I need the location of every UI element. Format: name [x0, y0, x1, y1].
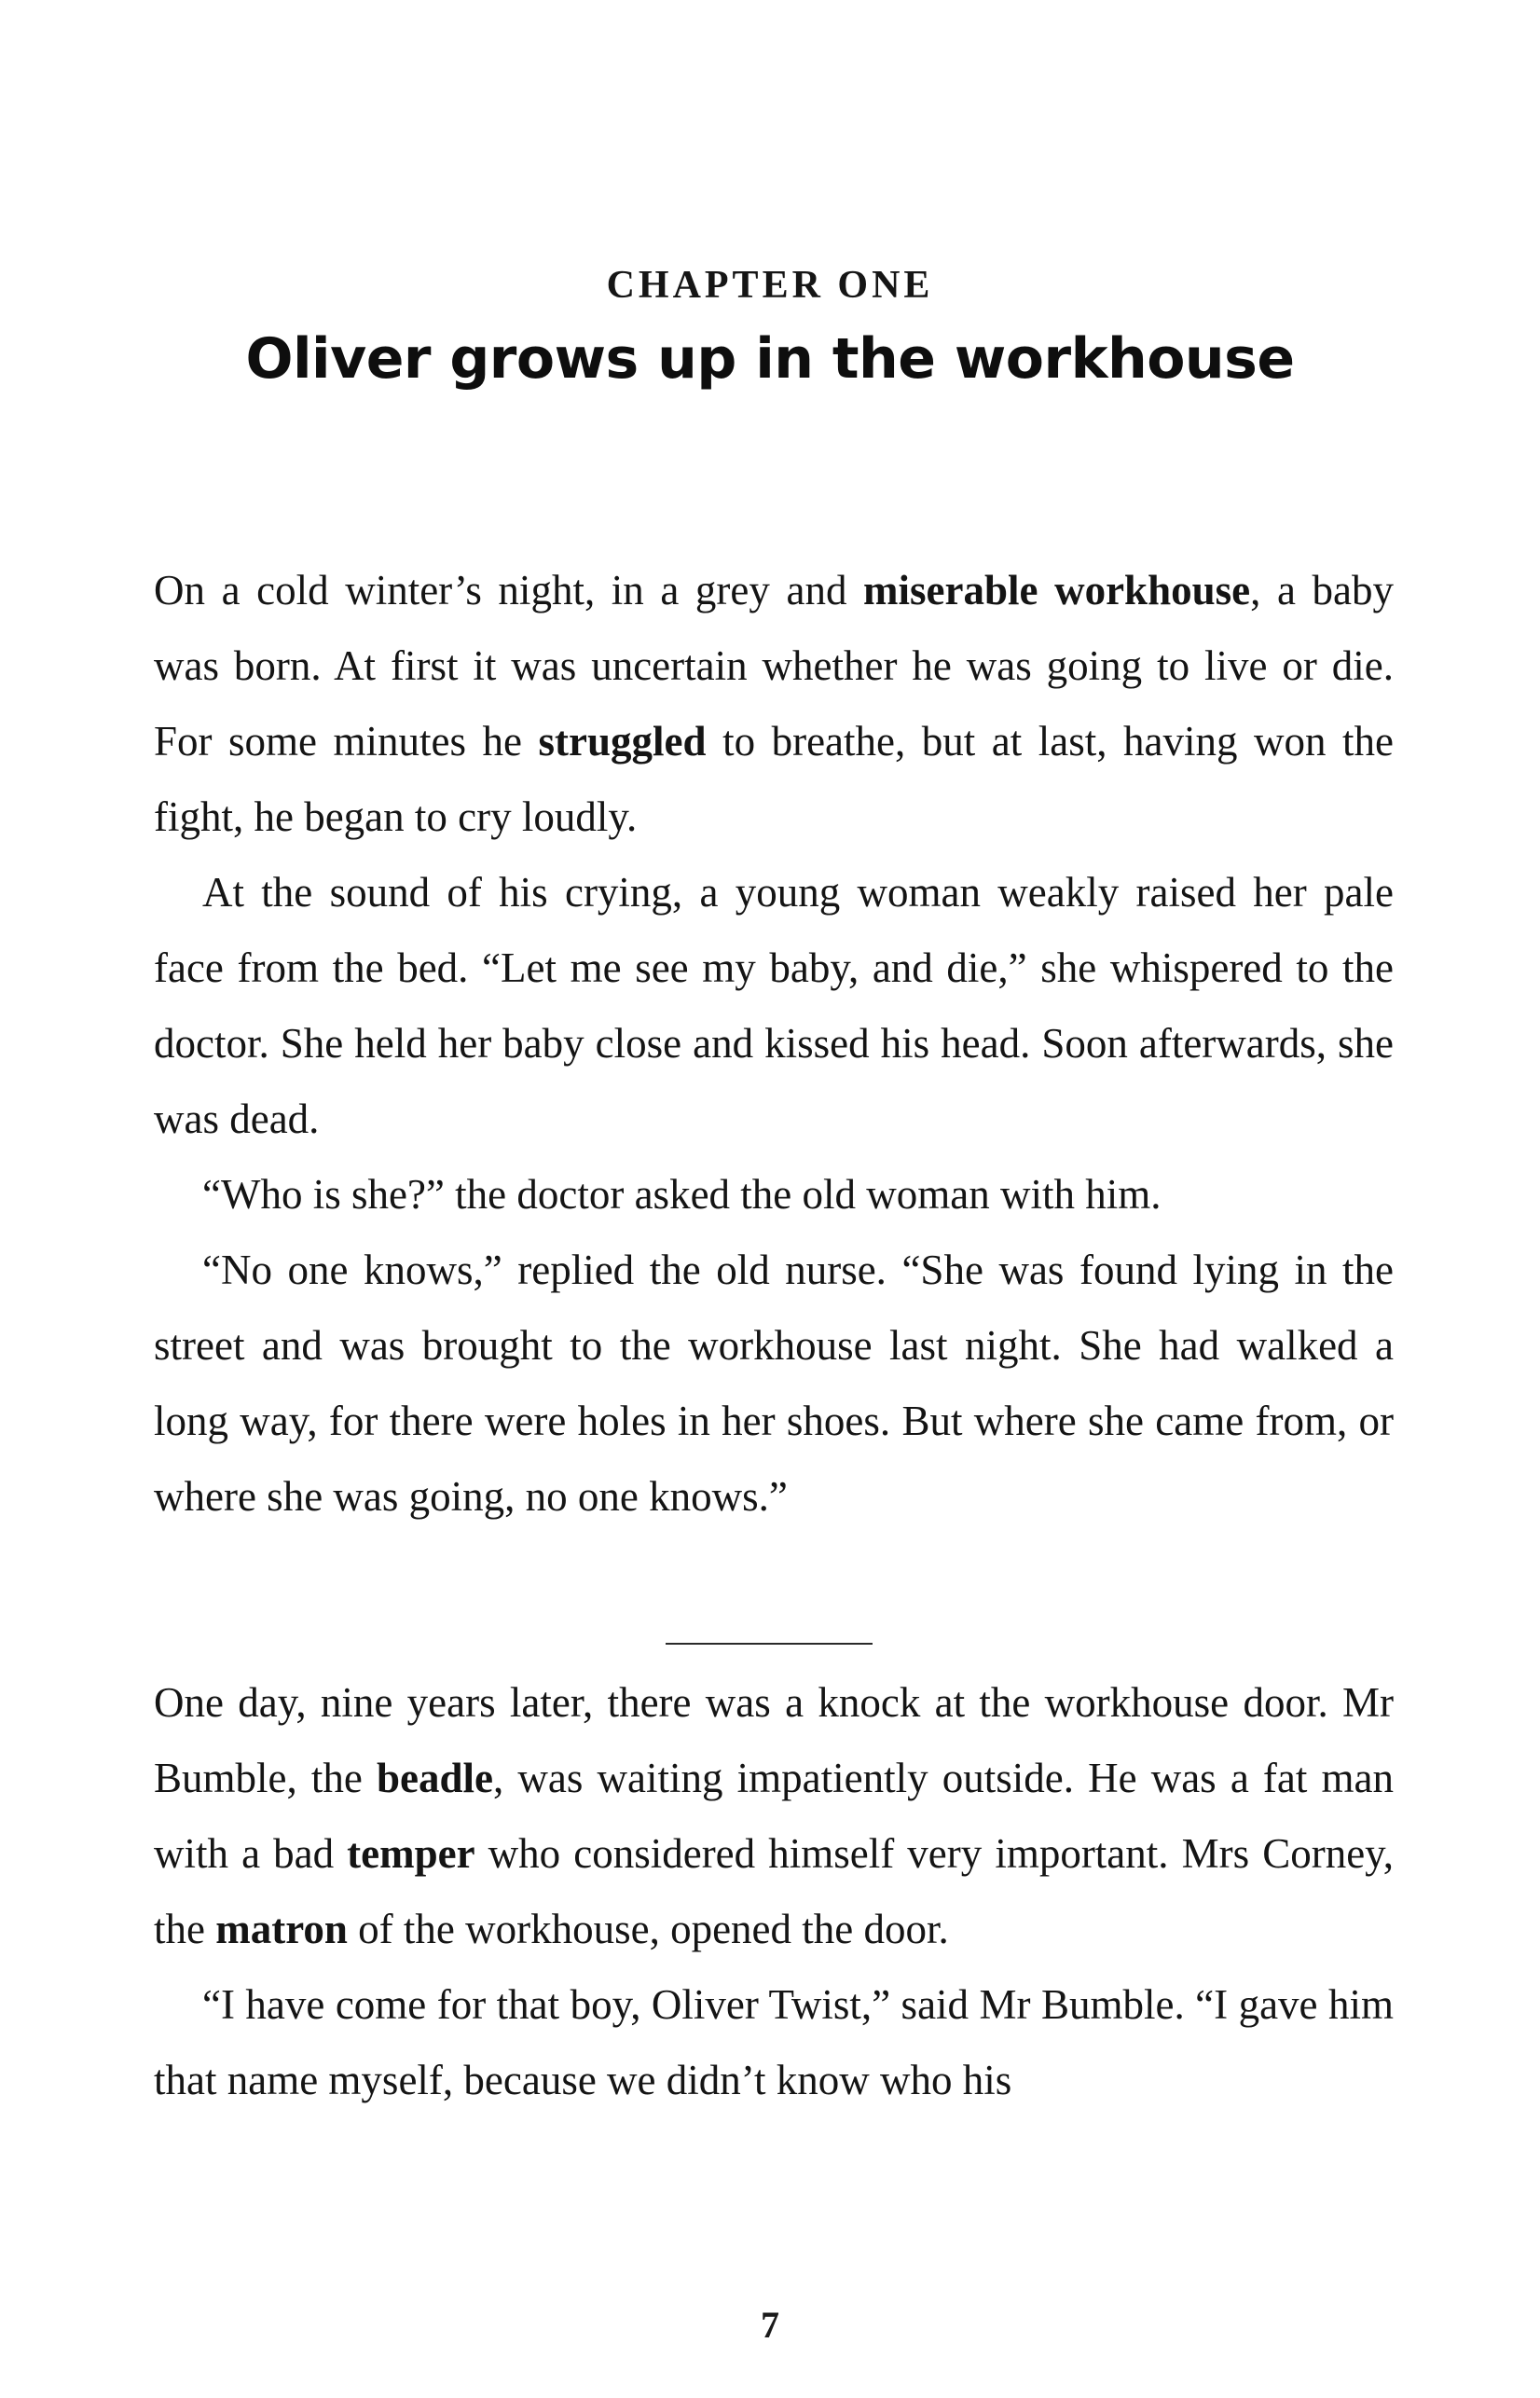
text-run: , was waiting impatiently outside. He was a fat man with a bad: [154, 1755, 1395, 1877]
paragraph: At the sound of his crying, a young woman weakly raised her pale face from the bed. “Let me see my baby, and die,” she whispered to the doctor. She held her baby close and kissed his head. Soon afterwards, she was dead.: [154, 869, 1394, 1142]
vocab-term: struggled: [538, 718, 707, 765]
text-run: On a cold winter’s night, in a grey and: [154, 567, 864, 613]
chapter-title: Oliver grows up in the workhouse: [245, 326, 1295, 392]
section-2: [154, 1665, 1394, 2118]
paragraph: [154, 553, 1394, 855]
paragraph: “I have come for that boy, Oliver Twist,” said Mr Bumble. “I gave him that name myself, because we didn’t know who his: [154, 1981, 1394, 2103]
vocab-term: miserable workhouse: [863, 567, 1251, 613]
vocab-term: beadle: [377, 1755, 494, 1801]
section-divider: [666, 1643, 873, 1645]
page-number: 7: [761, 2304, 779, 2346]
section-1: [154, 553, 1394, 1535]
text-run: to breathe, but at last, having won the fight, he began to cry loudly.: [154, 718, 1395, 840]
paragraph: [154, 1665, 1394, 1967]
text-run: who considered himself very important. Mrs Corney, the: [154, 1830, 1394, 1952]
paragraph: “Who is she?” the doctor asked the old woman with him.: [202, 1171, 1162, 1218]
paragraph: “No one knows,” replied the old nurse. “She was found lying in the street and was brought to the workhouse last night. She had walked a long way, for there were holes in her shoes. But where she came from, or where she was going, no one knows.”: [154, 1247, 1394, 1520]
vocab-term: matron: [215, 1906, 348, 1952]
text-run: , a baby was born. At first it was uncertain whether he was going to live or die. For some minutes he: [154, 567, 1394, 765]
vocab-term: temper: [347, 1830, 475, 1877]
text-run: of the workhouse, opened the door.: [347, 1906, 949, 1952]
chapter-label: CHAPTER ONE: [606, 264, 934, 307]
text-run: One day, nine years later, there was a knock at the workhouse door. Mr Bumble, the: [154, 1679, 1394, 1801]
